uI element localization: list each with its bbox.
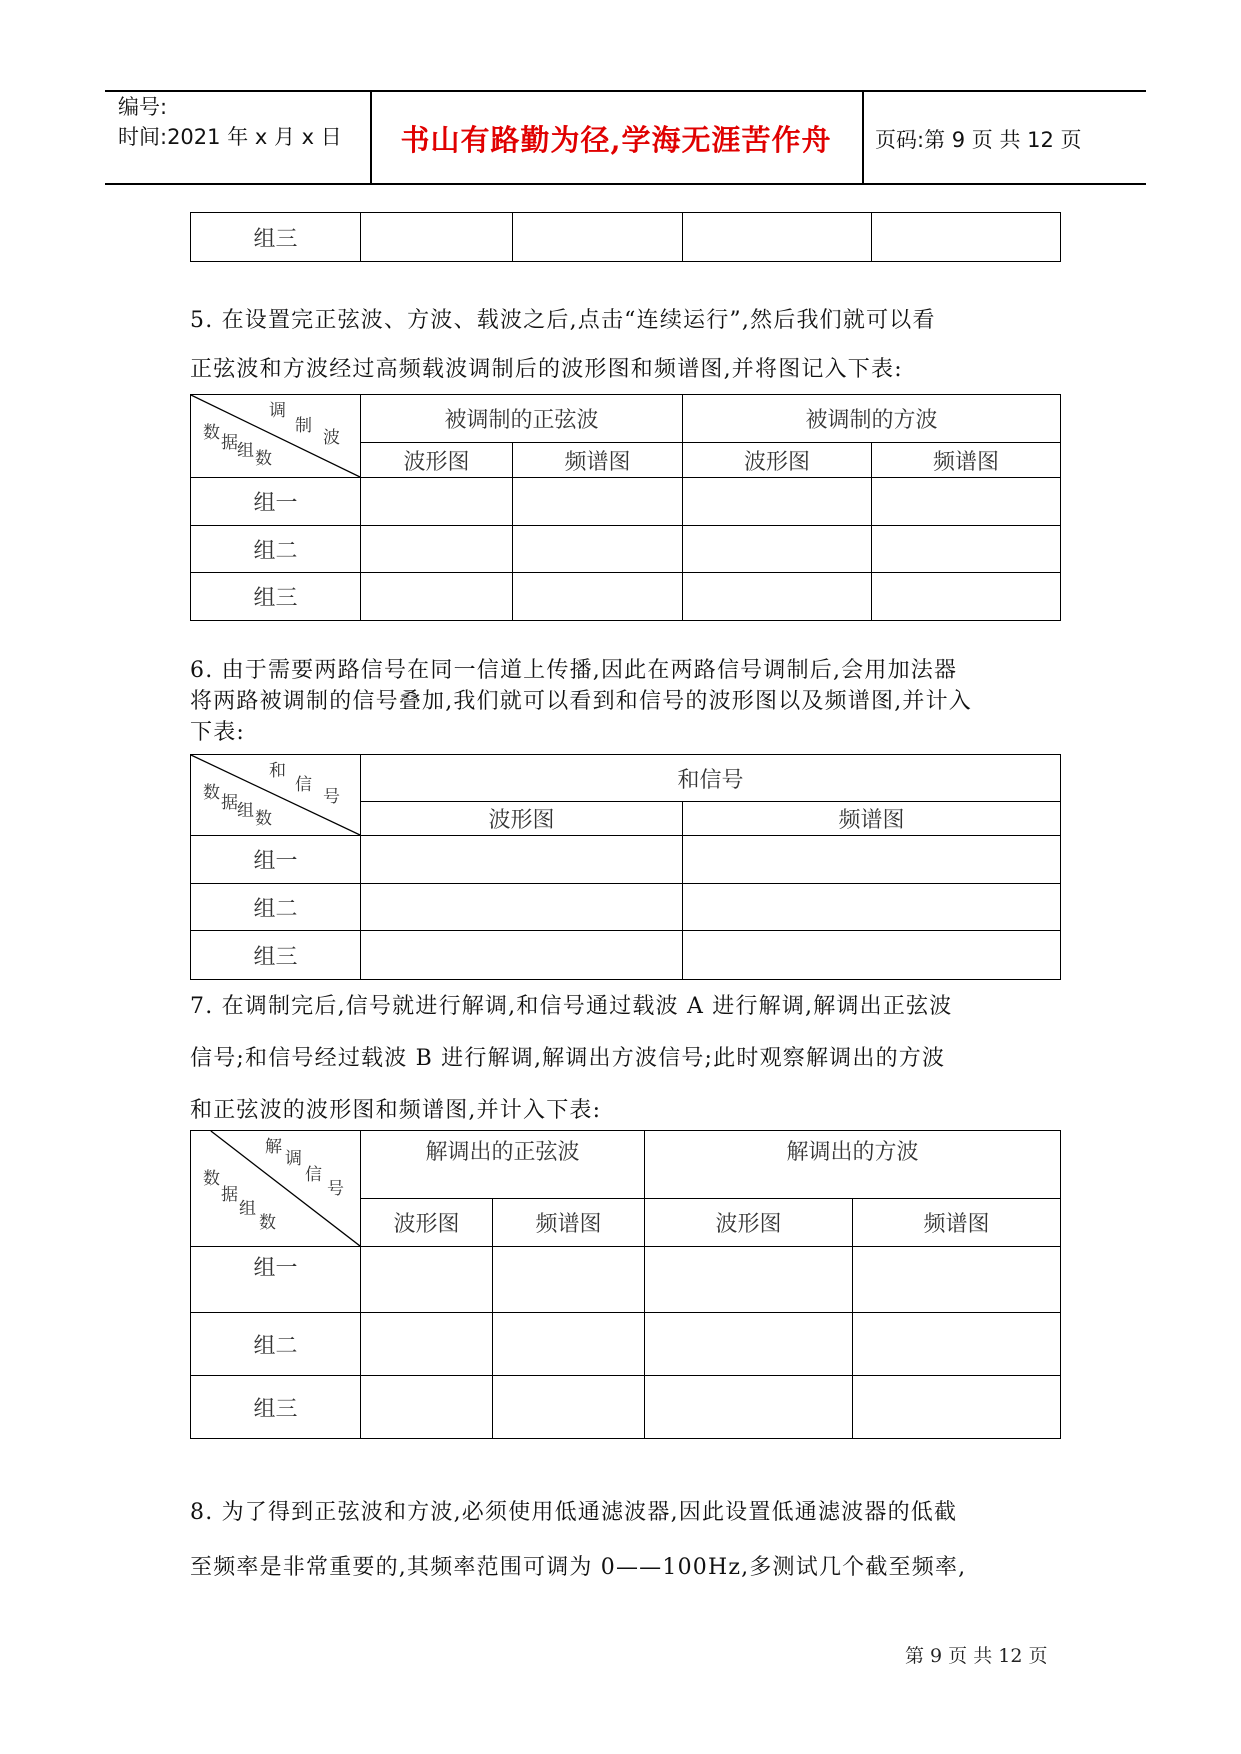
table-modulated <box>190 394 1061 621</box>
paragraph-line: 信号;和信号经过载波 B 进行解调,解调出方波信号;此时观察解调出的方波 <box>190 1046 946 1071</box>
diag-char: 调 <box>285 1149 302 1169</box>
header-meta <box>118 92 342 152</box>
diagonal-header-cell <box>191 755 361 836</box>
column-header: 波形图 <box>683 443 872 478</box>
group-header: 解调出的方波 <box>645 1131 1061 1199</box>
data-cell <box>361 526 513 573</box>
data-cell <box>853 1376 1061 1439</box>
table-row <box>191 213 1061 262</box>
group-header: 被调制的方波 <box>683 395 1061 443</box>
paragraph-5 <box>190 296 936 394</box>
table-row <box>191 836 1061 884</box>
paragraph-line: 8. 为了得到正弦波和方波,必须使用低通滤波器,因此设置低通滤波器的低截 <box>190 1500 958 1525</box>
diag-char: 据 <box>221 793 238 813</box>
paragraph-line: 5. 在设置完正弦波、方波、载波之后,点击“连续运行”,然后我们就可以看 <box>190 308 936 333</box>
data-cell <box>361 1376 493 1439</box>
data-cell <box>493 1376 645 1439</box>
data-cell <box>683 573 872 621</box>
diag-char: 信 <box>295 775 312 795</box>
data-cell <box>645 1247 853 1313</box>
table-row <box>191 1313 1061 1376</box>
header-divider-right <box>862 90 864 184</box>
table-row <box>191 931 1061 980</box>
diag-char: 数 <box>203 783 220 803</box>
diag-char: 解 <box>265 1137 282 1157</box>
paragraph-line: 至频率是非常重要的,其频率范围可调为 0——100Hz,多测试几个截至频率, <box>190 1555 967 1580</box>
data-cell <box>513 573 683 621</box>
diag-char: 据 <box>221 1185 238 1205</box>
paragraph-6 <box>190 655 972 748</box>
data-cell <box>853 1313 1061 1376</box>
table-header-row <box>191 1131 1061 1199</box>
diag-char: 调 <box>269 401 286 421</box>
column-header: 频谱图 <box>683 802 1061 836</box>
data-cell <box>361 1247 493 1313</box>
data-cell <box>645 1313 853 1376</box>
diag-char: 据 <box>221 433 238 453</box>
data-cell <box>361 931 683 980</box>
diag-char: 波 <box>323 428 340 448</box>
data-cell <box>361 573 513 621</box>
column-header: 波形图 <box>361 443 513 478</box>
diag-char: 数 <box>259 1213 276 1233</box>
data-cell <box>683 478 872 526</box>
row-label: 组二 <box>191 884 361 931</box>
group-header: 解调出的正弦波 <box>361 1131 645 1199</box>
paragraph-line: 将两路被调制的信号叠加,我们就可以看到和信号的波形图以及频谱图,并计入 <box>190 689 972 714</box>
diag-char: 数 <box>255 449 272 469</box>
group-header: 和信号 <box>361 755 1061 802</box>
data-cell <box>683 526 872 573</box>
paragraph-line: 正弦波和方波经过高频载波调制后的波形图和频谱图,并将图记入下表: <box>190 357 903 382</box>
data-cell <box>853 1247 1061 1313</box>
table-row <box>191 1247 1061 1313</box>
data-cell <box>872 573 1061 621</box>
table-demodulated <box>190 1130 1061 1439</box>
paragraph-line: 7. 在调制完后,信号就进行解调,和信号通过载波 A 进行解调,解调出正弦波 <box>190 994 953 1019</box>
paragraph-line: 6. 由于需要两路信号在同一信道上传播,因此在两路信号调制后,会用加法器 <box>190 658 958 683</box>
table-row <box>191 478 1061 526</box>
row-label: 组三 <box>191 573 361 621</box>
diag-char: 数 <box>203 1169 220 1189</box>
table-header-row <box>191 395 1061 443</box>
row-label: 组三 <box>191 1376 361 1439</box>
page-footer: 第 9 页 共 12 页 <box>905 1645 1048 1667</box>
header-motto: 书山有路勤为径,学海无涯苦作舟 <box>400 123 832 157</box>
data-cell <box>683 213 872 262</box>
column-header: 频谱图 <box>853 1199 1061 1247</box>
diagonal-header-cell <box>191 395 361 478</box>
data-cell <box>493 1247 645 1313</box>
table-sum-signal <box>190 754 1061 980</box>
header-time: 时间:2021 年 x 月 x 日 <box>118 125 342 149</box>
data-cell <box>513 213 683 262</box>
diag-char: 数 <box>255 809 272 829</box>
diag-char: 组 <box>239 1199 256 1219</box>
group-header: 被调制的正弦波 <box>361 395 683 443</box>
diag-char: 组 <box>237 801 254 821</box>
header-page-number: 页码:第 9 页 共 12 页 <box>875 128 1082 152</box>
data-cell <box>493 1313 645 1376</box>
diag-char: 制 <box>295 416 312 436</box>
row-label: 组一 <box>191 836 361 884</box>
paragraph-line: 和正弦波的波形图和频谱图,并计入下表: <box>190 1098 602 1123</box>
header-number: 编号: <box>118 95 168 119</box>
column-header: 波形图 <box>361 1199 493 1247</box>
row-label: 组三 <box>191 213 361 262</box>
table-continuation <box>190 212 1061 262</box>
data-cell <box>683 836 1061 884</box>
column-header: 频谱图 <box>493 1199 645 1247</box>
data-cell <box>683 884 1061 931</box>
data-cell <box>683 931 1061 980</box>
data-cell <box>513 526 683 573</box>
diag-char: 号 <box>323 787 340 807</box>
data-cell <box>872 526 1061 573</box>
row-label: 组二 <box>191 1313 361 1376</box>
data-cell <box>361 836 683 884</box>
column-header: 波形图 <box>645 1199 853 1247</box>
row-label: 组三 <box>191 931 361 980</box>
diag-char: 组 <box>237 441 254 461</box>
data-cell <box>361 478 513 526</box>
column-header: 频谱图 <box>872 443 1061 478</box>
row-label: 组一 <box>191 478 361 526</box>
row-label: 组二 <box>191 526 361 573</box>
column-header: 频谱图 <box>513 443 683 478</box>
data-cell <box>645 1376 853 1439</box>
data-cell <box>872 478 1061 526</box>
data-cell <box>361 213 513 262</box>
table-row <box>191 884 1061 931</box>
paragraph-line: 下表: <box>190 720 246 745</box>
diagonal-header-cell <box>191 1131 361 1247</box>
diag-char: 和 <box>269 761 286 781</box>
paragraph-7 <box>190 981 952 1137</box>
data-cell <box>513 478 683 526</box>
diag-char: 号 <box>327 1179 344 1199</box>
table-row <box>191 1376 1061 1439</box>
paragraph-8 <box>190 1485 966 1595</box>
data-cell <box>872 213 1061 262</box>
table-row <box>191 526 1061 573</box>
diag-char: 数 <box>203 423 220 443</box>
table-header-row <box>191 755 1061 802</box>
column-header: 波形图 <box>361 802 683 836</box>
data-cell <box>361 1313 493 1376</box>
data-cell <box>361 884 683 931</box>
row-label: 组一 <box>191 1247 361 1313</box>
diag-char: 信 <box>305 1165 322 1185</box>
table-row <box>191 573 1061 621</box>
header-bottom-rule <box>105 183 1146 185</box>
